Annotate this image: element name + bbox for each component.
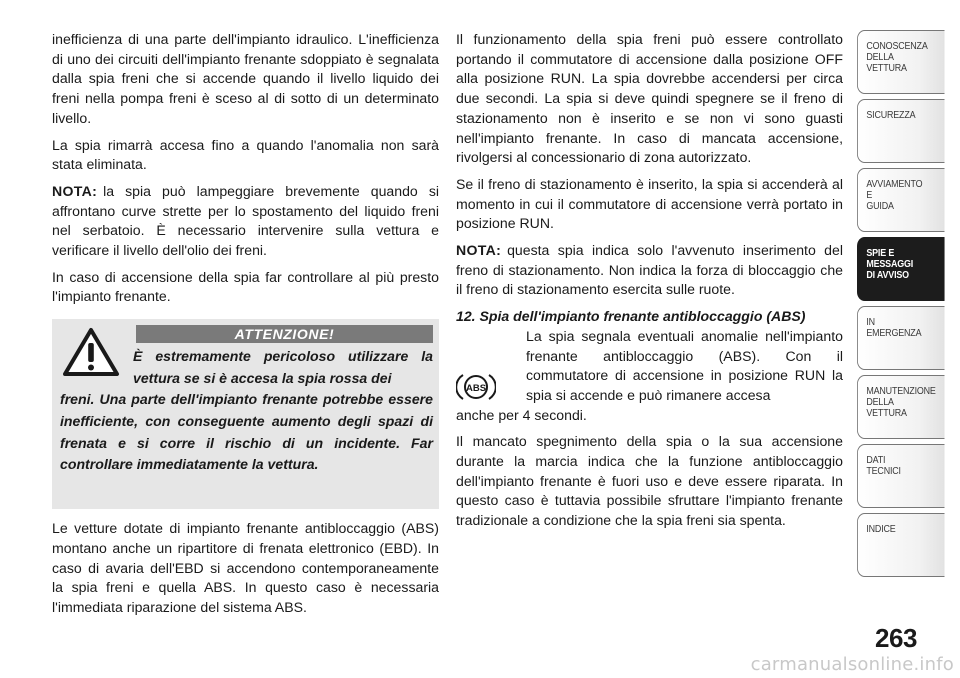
- abs-icon-label: ABS: [465, 382, 487, 394]
- tab-label: INDICE: [866, 523, 896, 535]
- tab-dati-tecnici[interactable]: [857, 444, 945, 508]
- note-text: questa spia indica solo l'avvenuto inserimento del freno di stazionamento. Non indica la forza di bloccaggio che il freno di stazionamento esercita sulle ruote.: [456, 242, 843, 298]
- note-label: NOTA:: [456, 242, 502, 259]
- watermark: carmanualsonline.info: [750, 654, 954, 675]
- paragraph: Il mancato spegnimento della spia o la sua accensione durante la marcia indica che la funzione antibloccaggio dell'impianto frenante è fuori uso e deve essere riparata. In questo caso è tuttavia possibile sfruttare l'impianto frenante tradizionale a condizione che la spia freni sia spenta.: [456, 433, 843, 529]
- tab-avviamento-e-guida[interactable]: [857, 168, 945, 232]
- tab-label: SPIE E MESSAGGI DI AVVISO: [866, 247, 914, 281]
- warning-triangle-icon: [62, 327, 120, 377]
- section-title: 12. Spia dell'impianto frenante antibloccaggio (ABS): [456, 308, 806, 325]
- abs-description-continued: anche per 4 secondi.: [456, 406, 587, 423]
- paragraph: Il funzionamento della spia freni può essere controllato portando il commutatore di accensione dalla posizione OFF alla posizione RUN. La spia dovrebbe accendersi per circa due secondi. La spia si deve quindi spegnere se il freno di stazionamento non è inserito e se non vi sono guasti nell'impianto frenante. In caso di mancata accensione, rivolgersi al concessionario di zona autorizzato.: [456, 31, 843, 166]
- tab-manutenzione-della-vettura[interactable]: [857, 375, 945, 439]
- paragraph: Le vetture dotate di impianto frenante antibloccaggio (ABS) montano anche un ripartitore di frenata elettronico (EBD). In caso di avaria dell'EBD si accendono contemporaneamente la spia freni e quella ABS. In questo caso è necessaria l'immediata riparazione del sistema ABS.: [52, 520, 439, 615]
- warning-title: ATTENZIONE!: [136, 325, 433, 343]
- abs-description: La spia segnala eventuali anomalie nell'impianto frenante antibloccaggio (ABS). Con il commutatore di accensione in posizione RUN la spia si accende e può rimanere accesa: [526, 327, 843, 403]
- abs-block: [456, 327, 843, 426]
- tab-label: SICUREZZA: [866, 109, 916, 121]
- note-text: la spia può lampeggiare brevemente quando si affrontano curve strette per lo spostamento del liquido freni nel serbatoio. È necessario intervenire sulla vettura e verificare il livello dell'olio dei freni.: [52, 182, 439, 259]
- paragraph: In caso di accensione della spia far controllare al più presto l'impianto frenante.: [52, 268, 439, 305]
- right-column: [456, 30, 843, 538]
- warning-text-lead: È estremamente pericoloso utilizzare la vettura se si è accesa la spia rossa dei: [133, 348, 433, 386]
- tab-label: MANUTENZIONE DELLA VETTURA: [866, 385, 936, 419]
- note-paragraph: [456, 241, 843, 300]
- warning-box: [52, 319, 439, 509]
- left-column: [52, 30, 439, 625]
- tab-in-emergenza[interactable]: [857, 306, 945, 370]
- abs-warning-icon: [456, 371, 496, 403]
- paragraph: inefficienza di una parte dell'impianto idraulico. L'inefficienza di uno dei circuiti dell'impianto frenante sdoppiato è segnalata dalla spia freni che si accende quando il livello liquido dei freni nella pompa freni è sceso al di sotto di un determinato livello.: [52, 31, 439, 126]
- tab-label: AVVIAMENTO E GUIDA: [866, 178, 923, 212]
- tab-spie-e-messaggi-di-avviso[interactable]: [857, 237, 945, 301]
- tab-label: DATI TECNICI: [866, 454, 901, 477]
- note-label: NOTA:: [52, 182, 98, 199]
- paragraph: Se il freno di stazionamento è inserito, la spia si accenderà al momento in cui il commutatore di accensione verrà portato in posizione RUN.: [456, 175, 843, 232]
- page-number: 263: [875, 623, 917, 653]
- warning-text-rest: freni. Una parte dell'impianto frenante potrebbe essere inefficiente, con conseguente aumento degli spazi di frenata e si corre il rischio di un incidente. Far controllare immediatamente la vettura.: [60, 391, 433, 473]
- note-paragraph: [52, 182, 439, 261]
- chapter-sidebar: [857, 30, 945, 582]
- tab-label: CONOSCENZA DELLA VETTURA: [866, 40, 928, 74]
- tab-sicurezza[interactable]: [857, 99, 945, 163]
- tab-conoscenza-della-vettura[interactable]: [857, 30, 945, 94]
- tab-label: IN EMERGENZA: [866, 316, 922, 339]
- paragraph: La spia rimarrà accesa fino a quando l'anomalia non sarà stata eliminata.: [52, 136, 439, 173]
- tab-indice[interactable]: [857, 513, 945, 577]
